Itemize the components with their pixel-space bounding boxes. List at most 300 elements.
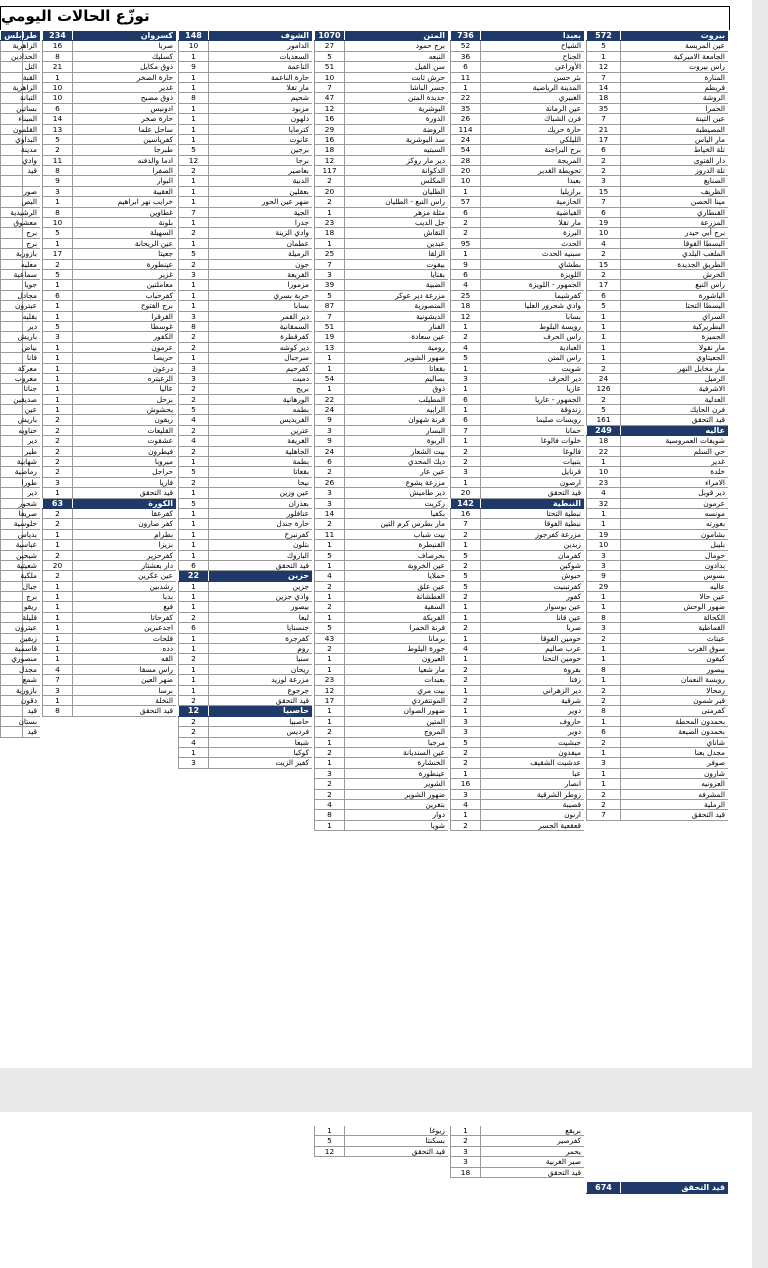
table-row	[42, 571, 176, 581]
locality-name: قاسمية	[22, 644, 40, 653]
table-row	[0, 239, 40, 249]
table-row	[314, 675, 448, 685]
locality-name: وادي	[22, 156, 40, 165]
locality-name: وادي شحرور العليا	[480, 301, 584, 310]
case-count: 2	[450, 592, 480, 601]
table-row	[178, 488, 312, 498]
locality-name: كفرقطرة	[208, 332, 312, 341]
case-count: 10	[42, 83, 72, 92]
case-count	[0, 571, 22, 580]
locality-name: سوق الغرب	[620, 644, 728, 653]
locality-name: بسوس	[620, 571, 728, 580]
locality-name: راس بيروت	[620, 62, 728, 71]
table-row	[450, 249, 584, 259]
district-total	[0, 31, 22, 40]
locality-name: برج الفتوح	[72, 301, 176, 310]
table-row	[586, 239, 728, 249]
table-row	[314, 436, 448, 446]
table-row	[450, 93, 584, 103]
locality-name: عبدين	[344, 239, 448, 248]
table-row	[178, 665, 312, 675]
locality-name: بفروة	[480, 665, 584, 674]
table-row	[450, 1136, 584, 1146]
case-count: 2	[314, 644, 344, 653]
locality-name: جناتا	[22, 384, 40, 393]
case-count: 1	[586, 343, 620, 352]
table-row	[42, 551, 176, 561]
case-count	[0, 228, 22, 237]
locality-name: قيد	[22, 166, 40, 175]
case-count: 1	[450, 384, 480, 393]
table-row	[586, 571, 728, 581]
case-count: 2	[42, 436, 72, 445]
case-count: 6	[42, 291, 72, 300]
table-row	[0, 436, 40, 446]
table-row	[42, 135, 176, 145]
locality-name: منصوري	[22, 654, 40, 663]
locality-name: بتلون	[208, 540, 312, 549]
locality-name: عرمون	[620, 499, 728, 508]
case-count: 5	[450, 551, 480, 560]
locality-name: بيت مري	[344, 686, 448, 695]
case-count: 2	[178, 727, 208, 736]
locality-name: بيت الشعار	[344, 447, 448, 456]
case-count: 8	[586, 665, 620, 674]
locality-name: شرقية	[480, 696, 584, 705]
case-count: 1	[314, 364, 344, 373]
table-row	[314, 686, 448, 696]
case-count: 1	[42, 395, 72, 404]
table-row	[0, 364, 40, 374]
case-count: 2	[450, 1136, 480, 1145]
locality-name: بريح	[208, 384, 312, 393]
table-row	[0, 457, 40, 467]
case-count: 3	[314, 769, 344, 778]
locality-name: الزعيتره	[72, 374, 176, 383]
locality-name: المدينة الرياضية	[480, 83, 584, 92]
case-count: 13	[42, 125, 72, 134]
table-row	[586, 727, 728, 737]
table-row	[178, 62, 312, 72]
table-row	[586, 312, 728, 322]
locality-name: راس النبع - الطليان	[344, 197, 448, 206]
locality-name: الربوة	[344, 436, 448, 445]
case-count: 1	[42, 301, 72, 310]
table-row	[42, 519, 176, 529]
locality-name: الزاهرية	[22, 41, 40, 50]
table-row	[450, 790, 584, 800]
locality-name: القرقرا	[72, 312, 176, 321]
table-row	[314, 208, 448, 218]
table-row	[42, 83, 176, 93]
case-count: 5	[450, 738, 480, 747]
akkar-table	[450, 1126, 584, 1178]
case-count: 8	[42, 52, 72, 61]
locality-name: المتين	[344, 717, 448, 726]
locality-name: عين حالا	[620, 592, 728, 601]
locality-name: الحدث	[480, 239, 584, 248]
locality-name: الفريديس	[208, 415, 312, 424]
case-count: 7	[42, 675, 72, 684]
case-count: 4	[178, 738, 208, 747]
table-row	[586, 436, 728, 446]
table-row	[42, 343, 176, 353]
locality-name: معليه	[22, 260, 40, 269]
case-count: 54	[314, 374, 344, 383]
case-count: 2	[178, 260, 208, 269]
case-count: 2	[450, 821, 480, 830]
table-row	[0, 83, 40, 93]
table-row	[314, 561, 448, 571]
case-count	[0, 488, 22, 497]
table-row	[450, 364, 584, 374]
case-count	[0, 208, 22, 217]
table-row	[42, 467, 176, 477]
locality-name: زوطر الشرقية	[480, 790, 584, 799]
table-row	[314, 457, 448, 467]
locality-name: نبطية الفوقا	[480, 519, 584, 528]
case-count: 1	[314, 654, 344, 663]
table-row	[178, 322, 312, 332]
table-row	[178, 748, 312, 758]
case-count: 6	[450, 415, 480, 424]
case-count	[0, 332, 22, 341]
table-row	[178, 582, 312, 592]
case-count	[0, 540, 22, 549]
locality-name: سرجبال	[208, 353, 312, 362]
case-count: 1	[178, 197, 208, 206]
locality-name: جويا	[22, 280, 40, 289]
locality-name: حومين الفوقا	[480, 634, 584, 643]
table-row	[586, 73, 728, 83]
locality-name: قيد التحقق	[344, 1147, 448, 1156]
locality-name: ديك المحدي	[344, 457, 448, 466]
locality-name: رويسة النعمان	[620, 675, 728, 684]
table-row	[450, 405, 584, 415]
locality-name: حراجل	[72, 467, 176, 476]
locality-name: قرنة شهوان	[344, 415, 448, 424]
case-count: 1	[178, 686, 208, 695]
case-count: 3	[450, 1157, 480, 1166]
locality-name: بصاليم	[344, 374, 448, 383]
locality-name: حملايا	[344, 571, 448, 580]
case-count: 8	[586, 706, 620, 715]
case-count: 8	[586, 613, 620, 622]
case-count: 1	[42, 374, 72, 383]
table-row	[42, 260, 176, 270]
locality-name: الجميزة	[620, 332, 728, 341]
locality-name: بزحل	[72, 395, 176, 404]
locality-name: الخنشارة	[344, 758, 448, 767]
case-count: 1	[450, 364, 480, 373]
table-row	[450, 353, 584, 363]
table-row	[42, 530, 176, 540]
table-row	[586, 488, 728, 498]
case-count: 2	[42, 426, 72, 435]
locality-name: جدرا	[208, 218, 312, 227]
locality-name: قيد التحقق	[208, 561, 312, 570]
locality-name: البسطا الفوقا	[620, 239, 728, 248]
case-count	[0, 166, 22, 175]
locality-name: وادي جزين	[208, 592, 312, 601]
locality-name: درعون	[72, 364, 176, 373]
case-count: 9	[314, 415, 344, 424]
case-count	[0, 374, 22, 383]
case-count: 87	[314, 301, 344, 310]
locality-name: قرنة الحمرا	[344, 623, 448, 632]
table-row	[586, 665, 728, 675]
locality-name: قصيبة	[480, 800, 584, 809]
table-row	[586, 125, 728, 135]
case-count: 25	[450, 291, 480, 300]
locality-name: البسطا التحتا	[620, 301, 728, 310]
table-row	[586, 467, 728, 477]
locality-name: العبادية	[480, 343, 584, 352]
table-row	[42, 197, 176, 207]
table-row	[314, 93, 448, 103]
locality-name: رمحالا	[620, 686, 728, 695]
table-row	[178, 208, 312, 218]
case-count: 17	[42, 249, 72, 258]
case-count: 2	[178, 395, 208, 404]
case-count: 1	[42, 280, 72, 289]
case-count: 1	[586, 52, 620, 61]
case-count: 5	[314, 291, 344, 300]
locality-name: عدشيت الشقيف	[480, 758, 584, 767]
case-count: 2	[450, 623, 480, 632]
locality-name: عاليه	[620, 582, 728, 591]
case-count: 12	[586, 62, 620, 71]
case-count: 5	[42, 228, 72, 237]
locality-name: السراي	[620, 312, 728, 321]
table-row	[450, 280, 584, 290]
locality-name: عاريا	[480, 384, 584, 393]
case-count: 2	[450, 758, 480, 767]
case-count: 1	[42, 73, 72, 82]
locality-name: بيقوت	[344, 260, 448, 269]
locality-name: شيحين	[22, 551, 40, 560]
locality-name: راس الحرف	[480, 332, 584, 341]
locality-name: الجية	[208, 208, 312, 217]
locality-name: قيد	[22, 706, 40, 715]
locality-name: كفر صارون	[72, 519, 176, 528]
locality-name: الحمرا	[620, 104, 728, 113]
case-count: 2	[586, 270, 620, 279]
table-row	[450, 571, 584, 581]
case-count: 1	[178, 135, 208, 144]
locality-name: نيحا	[208, 478, 312, 487]
locality-name: سنيا	[208, 654, 312, 663]
locality-name: شويت	[480, 364, 584, 373]
table-row	[178, 727, 312, 737]
locality-name: شويفات العمروسية	[620, 436, 728, 445]
table-row	[314, 447, 448, 457]
case-count: 2	[314, 779, 344, 788]
table-row	[0, 488, 40, 498]
locality-name: المروج	[344, 727, 448, 736]
table-row	[178, 270, 312, 280]
table-row	[314, 426, 448, 436]
table-row	[450, 166, 584, 176]
table-row	[0, 260, 40, 270]
district-name: عاليه	[620, 426, 728, 435]
case-count: 4	[450, 280, 480, 289]
locality-name: المطيلب	[344, 395, 448, 404]
case-count: 8	[314, 810, 344, 819]
table-row	[586, 415, 728, 425]
table-row	[314, 717, 448, 727]
case-count: 3	[178, 270, 208, 279]
table-row	[314, 540, 448, 550]
table-row	[0, 686, 40, 696]
total-value: 674	[586, 1182, 620, 1193]
case-count: 4	[314, 571, 344, 580]
table-row	[0, 582, 40, 592]
table-row	[178, 530, 312, 540]
table-row	[450, 187, 584, 197]
locality-name: كيفون	[620, 654, 728, 663]
locality-name: ضهور الوحش	[620, 602, 728, 611]
locality-name: الورهانية	[208, 395, 312, 404]
case-count	[0, 187, 22, 196]
case-count: 14	[586, 83, 620, 92]
table-row	[586, 405, 728, 415]
locality-name: كفرمان	[480, 551, 584, 560]
case-count: 1	[178, 353, 208, 362]
table-row	[450, 779, 584, 789]
table-row	[314, 613, 448, 623]
case-count: 2	[178, 654, 208, 663]
locality-name: بعبدا	[480, 176, 584, 185]
locality-name: تلة الدروز	[620, 166, 728, 175]
table-row	[0, 187, 40, 197]
case-count	[0, 62, 22, 71]
table-row	[314, 83, 448, 93]
table-row	[178, 613, 312, 623]
locality-name: عين علق	[344, 582, 448, 591]
case-count	[0, 623, 22, 632]
locality-name: قيد التحقق	[480, 1168, 584, 1177]
locality-name: مزرعة دير عوكر	[344, 291, 448, 300]
locality-name: عين المريسة	[620, 41, 728, 50]
locality-name: عين السنديانة	[344, 748, 448, 757]
locality-name: مرجبا	[344, 738, 448, 747]
case-count: 2	[450, 447, 480, 456]
case-count: 2	[586, 364, 620, 373]
locality-name: كفرتبنيت	[480, 582, 584, 591]
case-count: 51	[314, 62, 344, 71]
locality-name: دار بعشتار	[72, 561, 176, 570]
locality-name: زندوقة	[480, 405, 584, 414]
table-row	[314, 810, 448, 820]
locality-name: النبعه	[344, 52, 448, 61]
case-count: 3	[586, 561, 620, 570]
case-count: 23	[314, 218, 344, 227]
table-row	[586, 197, 728, 207]
locality-name: مزبود	[208, 104, 312, 113]
case-count: 57	[450, 197, 480, 206]
table-row	[314, 322, 448, 332]
case-count: 2	[586, 634, 620, 643]
locality-name: الرشيدية	[22, 208, 40, 217]
case-count: 20	[450, 488, 480, 497]
case-count	[0, 239, 22, 248]
locality-name: قبر شمون	[620, 696, 728, 705]
table-row	[450, 613, 584, 623]
case-count: 6	[178, 561, 208, 570]
case-count	[0, 73, 22, 82]
locality-name: الجمهور - عاريا	[480, 395, 584, 404]
locality-name: الرابيه	[344, 405, 448, 414]
case-count: 20	[450, 166, 480, 175]
locality-name: السمقانية	[208, 322, 312, 331]
case-count: 2	[314, 727, 344, 736]
case-count: 2	[450, 457, 480, 466]
table-row	[314, 654, 448, 664]
locality-name: الملعب البلدي	[620, 249, 728, 258]
locality-name: حارة الناعمة	[208, 73, 312, 82]
case-count: 6	[586, 145, 620, 154]
table-row	[178, 114, 312, 124]
locality-name: الفريكة	[344, 613, 448, 622]
table-row	[314, 571, 448, 581]
case-count	[0, 519, 22, 528]
table-row	[0, 540, 40, 550]
locality-name: بزيزا	[72, 540, 176, 549]
table-row	[314, 696, 448, 706]
case-count: 2	[450, 561, 480, 570]
case-count: 1	[450, 405, 480, 414]
locality-name: برج حمود	[344, 41, 448, 50]
table-row	[42, 665, 176, 675]
locality-name: يحشوش	[72, 405, 176, 414]
case-count: 10	[178, 41, 208, 50]
case-count: 4	[178, 436, 208, 445]
locality-name: الغبيري	[480, 93, 584, 102]
case-count: 23	[586, 478, 620, 487]
locality-name: ساحل علما	[72, 125, 176, 134]
table-row	[450, 270, 584, 280]
table-row	[586, 291, 728, 301]
table-row	[178, 125, 312, 135]
locality-name: كفرحباب	[72, 291, 176, 300]
case-count	[0, 478, 22, 487]
locality-name: غطاوين	[72, 208, 176, 217]
case-count: 1	[178, 519, 208, 528]
table-row	[314, 727, 448, 737]
locality-name: معروب	[22, 374, 40, 383]
locality-name: برج	[22, 239, 40, 248]
table-row	[314, 509, 448, 519]
case-count	[0, 457, 22, 466]
table-row	[0, 571, 40, 581]
table-row	[0, 145, 40, 155]
table-row	[178, 332, 312, 342]
case-count: 26	[314, 478, 344, 487]
case-count: 1	[586, 769, 620, 778]
locality-name: جون	[208, 260, 312, 269]
case-count	[0, 499, 22, 508]
locality-name: السعديات	[208, 52, 312, 61]
case-count: 1	[42, 343, 72, 352]
case-count: 6	[586, 291, 620, 300]
case-count: 1	[450, 187, 480, 196]
locality-name: عشقوت	[72, 436, 176, 445]
case-count: 2	[178, 426, 208, 435]
case-count: 1	[450, 436, 480, 445]
locality-name: كفرجرة	[208, 634, 312, 643]
locality-name: عترين	[208, 426, 312, 435]
